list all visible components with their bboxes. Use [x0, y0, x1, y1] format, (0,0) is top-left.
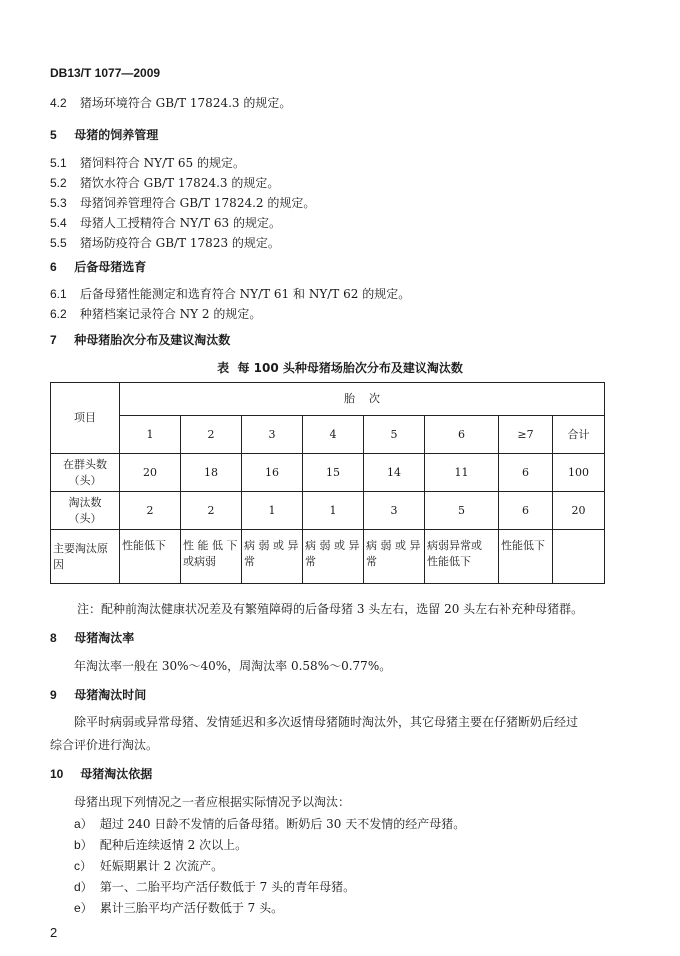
clause-5-2	[50, 174, 279, 191]
section-number: 9	[50, 688, 57, 702]
row-label	[51, 454, 120, 492]
row-label-line: （头）	[68, 473, 102, 487]
row-label-line: 主要淘汰原	[53, 541, 108, 555]
list-item-text: 配种后连续返情 2 次以上。	[99, 838, 248, 852]
clause-number: 6.1	[50, 287, 67, 301]
section-7-heading	[50, 331, 230, 348]
table-cell: 3	[364, 492, 425, 530]
list-item-label: b）	[74, 838, 93, 852]
section-number: 6	[50, 260, 57, 274]
section-9-heading	[50, 686, 146, 703]
list-item-text: 累计三胎平均产活仔数低于 7 头。	[99, 901, 284, 915]
reason-line: 常	[305, 555, 316, 568]
section-9-body-line: 除平时病弱或异常母猪、发情延迟和多次返情母猪随时淘汰外，其它母猪主要在仔猪断奶后经过	[74, 715, 579, 729]
list-item-text: 超过 240 日龄不发情的后备母猪。断奶后 30 天不发情的经产母猪。	[99, 817, 466, 831]
reason-cell	[499, 530, 553, 584]
reason-line: 性能低下	[122, 539, 166, 552]
table-cell: 18	[181, 454, 242, 492]
reason-line: 性 能 低 下	[183, 539, 238, 552]
table-column-header-row	[51, 416, 605, 454]
list-item-label: c）	[74, 859, 93, 873]
section-title: 母猪淘汰率	[74, 631, 135, 645]
clause-number: 5.2	[50, 176, 67, 190]
clause-4-2	[50, 94, 291, 111]
table-row-reasons	[51, 530, 605, 584]
clause-text: 猪饲料符合 NY/T 65 的规定。	[79, 156, 246, 170]
table-header-item: 项目	[51, 383, 120, 454]
table-caption: 表 每 100 头种母猪场胎次分布及建议淘汰数	[217, 361, 463, 375]
reason-line: 常	[366, 555, 377, 568]
section-title: 母猪淘汰依据	[80, 767, 153, 781]
row-label-line: 淘汰数	[68, 495, 102, 509]
section-9-body-line: 综合评价进行淘汰。	[50, 738, 159, 752]
table-header-parity: 胎 次	[120, 383, 605, 416]
clause-number: 5.5	[50, 236, 67, 250]
reason-line: 病 弱 或 异	[305, 539, 360, 552]
list-item	[74, 815, 465, 832]
section-8-heading	[50, 629, 134, 646]
clause-text: 猪场环境符合 GB/T 17824.3 的规定。	[79, 96, 292, 110]
section-number: 5	[50, 128, 57, 142]
clause-text: 后备母猪性能测定和选育符合 NY/T 61 和 NY/T 62 的规定。	[79, 287, 411, 301]
section-number: 10	[50, 767, 64, 781]
section-number: 7	[50, 333, 57, 347]
table-cell: 20	[553, 492, 605, 530]
table-cell: 2	[120, 492, 181, 530]
table-row	[51, 492, 605, 530]
table-cell: 20	[120, 454, 181, 492]
table-cell: 5	[425, 492, 499, 530]
table-cell: 6	[499, 492, 553, 530]
column-header: 6	[425, 416, 499, 454]
column-header: 5	[364, 416, 425, 454]
list-item-text: 第一、二胎平均产活仔数低于 7 头的青年母猪。	[99, 880, 356, 894]
reason-line: 性能低下	[501, 539, 545, 552]
clause-number: 5.1	[50, 156, 67, 170]
table-note: 注：配种前淘汰健康状况差及有繁殖障碍的后备母猪 3 头左右，选留 20 头左右补充种母猪群。	[77, 602, 584, 616]
table-cell: 11	[425, 454, 499, 492]
column-header: 3	[242, 416, 303, 454]
section-number: 8	[50, 631, 57, 645]
section-10-intro: 母猪出现下列情况之一者应根据实际情况予以淘汰：	[74, 795, 351, 809]
reason-cell	[364, 530, 425, 584]
reason-cell	[553, 530, 605, 584]
list-item-label: a）	[74, 817, 93, 831]
section-title: 种母猪胎次分布及建议淘汰数	[74, 333, 231, 347]
table-cell: 14	[364, 454, 425, 492]
row-label-line: （头）	[68, 511, 102, 525]
parity-distribution-table	[50, 382, 605, 584]
list-item	[74, 857, 223, 874]
clause-number: 6.2	[50, 307, 67, 321]
clause-number: 5.3	[50, 196, 67, 210]
clause-text: 母猪人工授精符合 NY/T 63 的规定。	[79, 216, 282, 230]
clause-6-2	[50, 305, 261, 322]
section-10-heading	[50, 765, 152, 782]
section-title: 后备母猪选育	[74, 260, 147, 274]
table-cell: 16	[242, 454, 303, 492]
reason-cell	[303, 530, 364, 584]
list-item	[74, 836, 247, 853]
list-item	[74, 878, 355, 895]
table-cell: 1	[303, 492, 364, 530]
reason-line: 病弱异常或	[427, 539, 482, 552]
clause-5-4	[50, 214, 281, 231]
row-label	[51, 530, 120, 584]
section-8-body: 年淘汰率一般在 30%～40%，周淘汰率 0.58%～0.77%。	[74, 659, 392, 673]
clause-text: 猪场防疫符合 GB/T 17823 的规定。	[79, 236, 280, 250]
reason-line: 病 弱 或 异	[244, 539, 299, 552]
clause-5-1	[50, 154, 245, 171]
column-header: 4	[303, 416, 364, 454]
row-label	[51, 492, 120, 530]
row-label-line: 在群头数	[63, 457, 107, 471]
page-number: 2	[50, 925, 58, 940]
clause-5-3	[50, 194, 315, 211]
column-header: 合计	[553, 416, 605, 454]
clause-text: 猪饮水符合 GB/T 17824.3 的规定。	[79, 176, 280, 190]
document-code-header: DB13/T 1077—2009	[50, 66, 161, 80]
section-title: 母猪的饲养管理	[74, 128, 159, 142]
list-item-label: d）	[74, 880, 93, 894]
column-header: 1	[120, 416, 181, 454]
section-title: 母猪淘汰时间	[74, 688, 147, 702]
clause-5-5	[50, 234, 280, 251]
reason-cell	[242, 530, 303, 584]
table-cell: 6	[499, 454, 553, 492]
table-cell: 1	[242, 492, 303, 530]
table-cell: 2	[181, 492, 242, 530]
reason-cell	[120, 530, 181, 584]
reason-line: 病 弱 或 异	[366, 539, 421, 552]
table-cell: 15	[303, 454, 364, 492]
column-header: ≥7	[499, 416, 553, 454]
list-item-text: 妊娠期累计 2 次流产。	[99, 859, 224, 873]
list-item-label: e）	[74, 901, 93, 915]
clause-number: 4.2	[50, 96, 67, 110]
reason-cell	[425, 530, 499, 584]
list-item	[74, 899, 283, 916]
clause-text: 母猪饲养管理符合 GB/T 17824.2 的规定。	[79, 196, 316, 210]
reason-line: 或病弱	[183, 555, 216, 568]
clause-number: 5.4	[50, 216, 67, 230]
table-row	[51, 454, 605, 492]
clause-6-1	[50, 285, 410, 302]
section-6-heading	[50, 258, 146, 275]
row-label-line: 因	[53, 557, 64, 571]
reason-line: 常	[244, 555, 255, 568]
table-cell: 100	[553, 454, 605, 492]
reason-line: 性能低下	[427, 555, 471, 568]
reason-cell	[181, 530, 242, 584]
clause-text: 种猪档案记录符合 NY 2 的规定。	[79, 307, 262, 321]
column-header: 2	[181, 416, 242, 454]
section-5-heading	[50, 126, 158, 143]
